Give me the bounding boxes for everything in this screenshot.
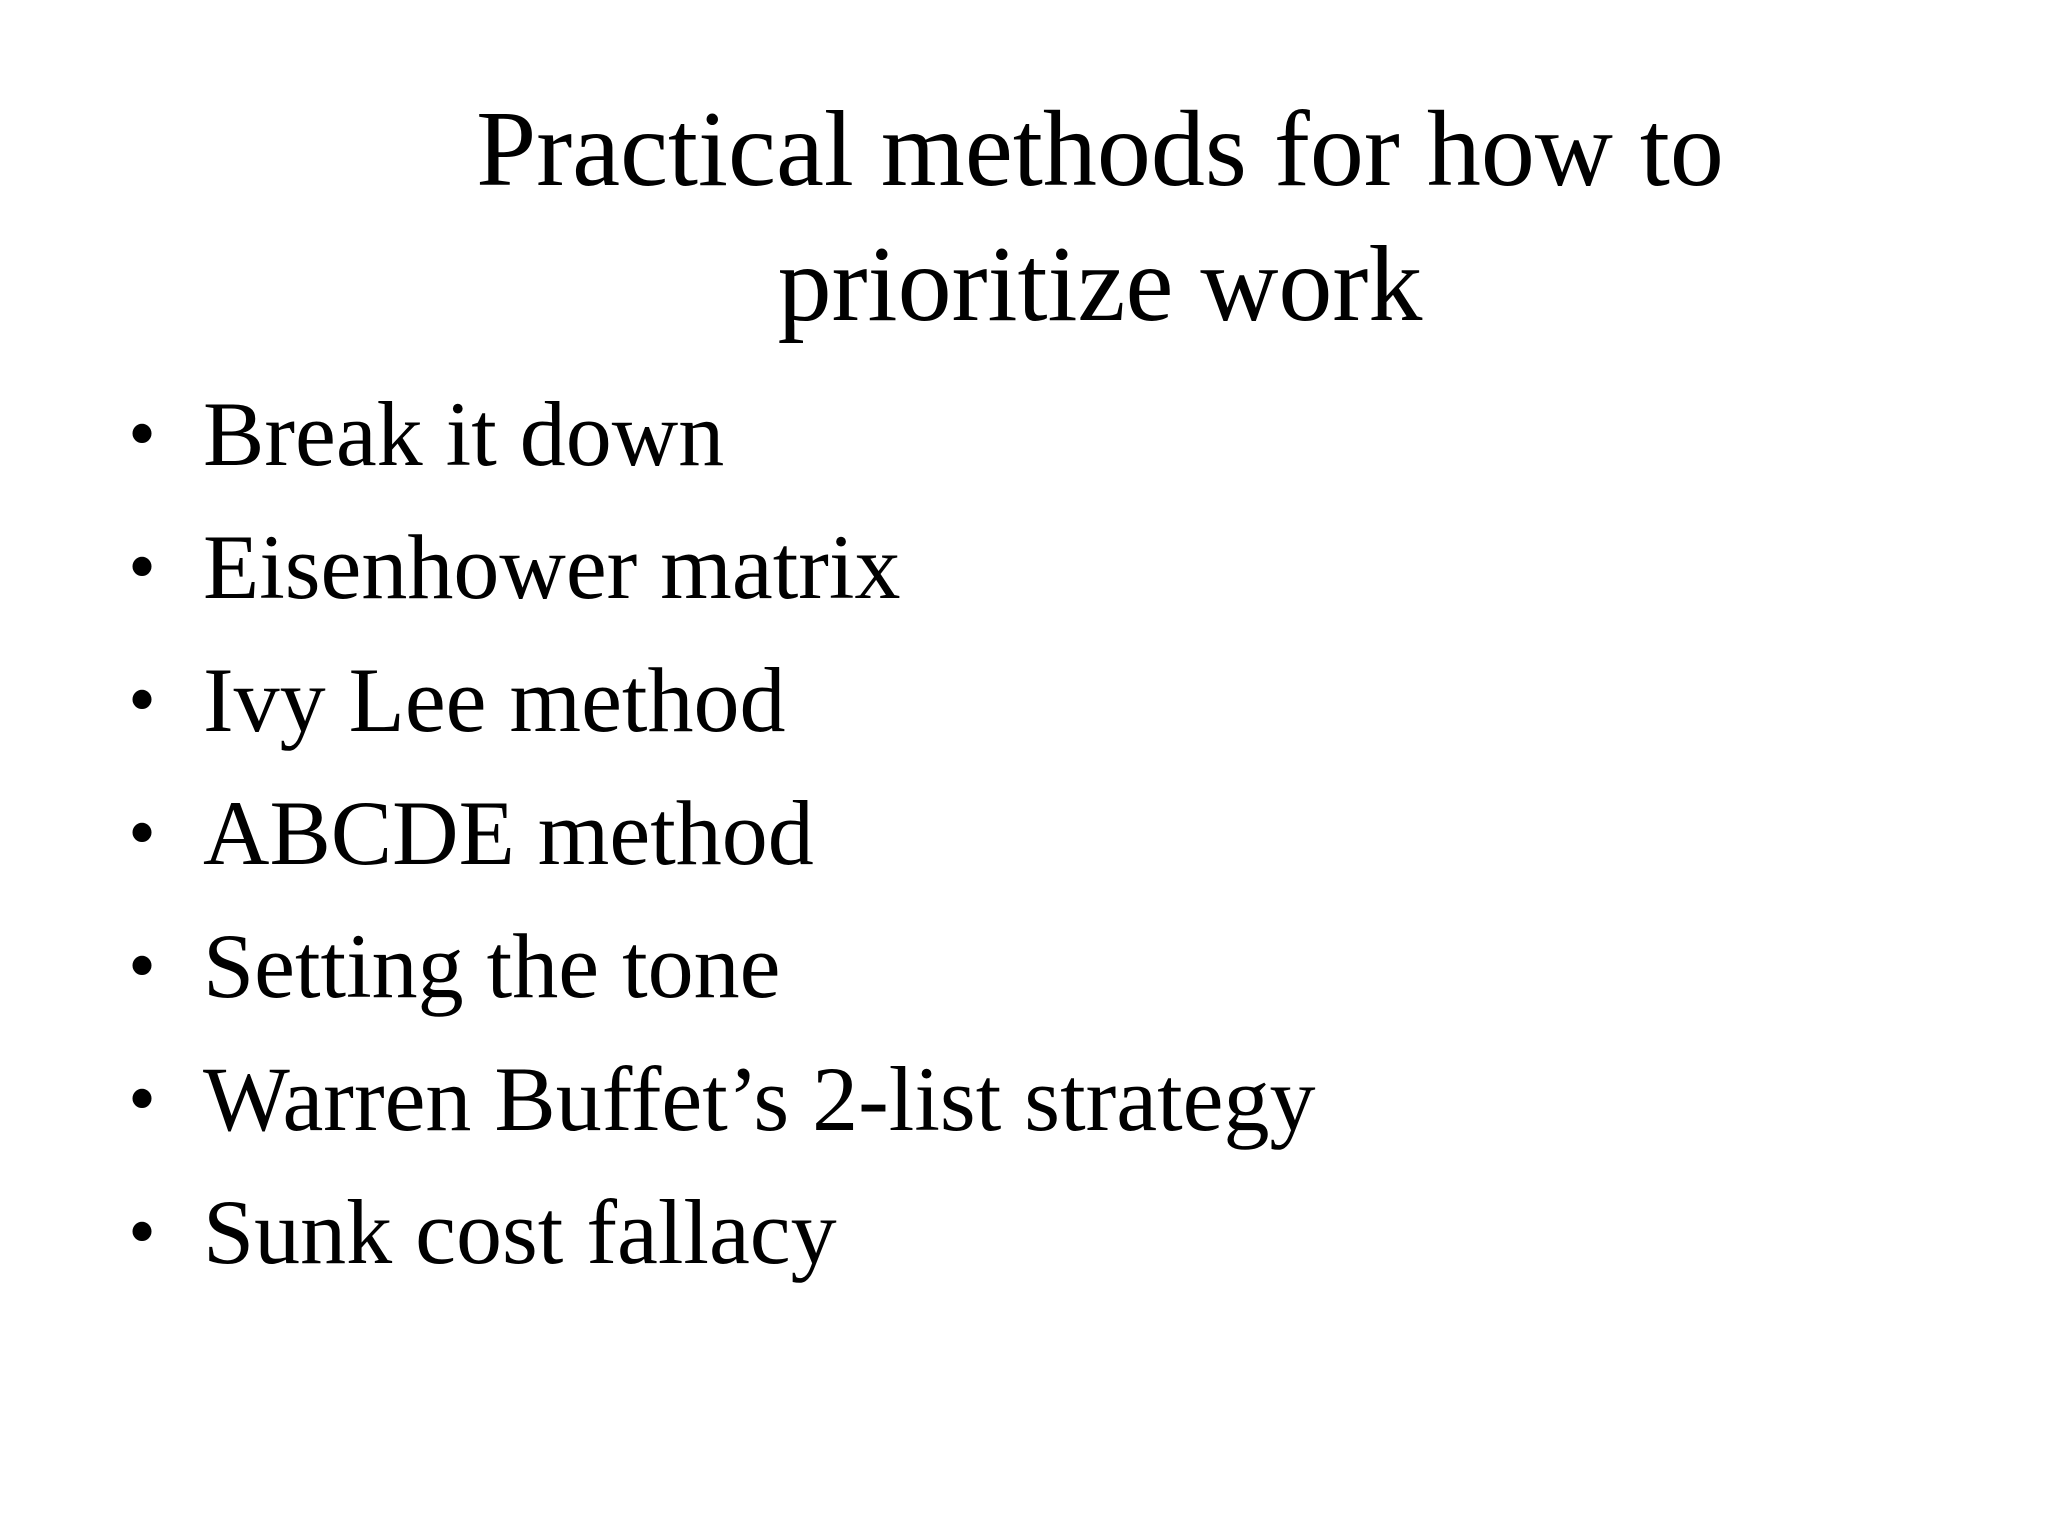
bullet-icon: •: [128, 922, 157, 1010]
list-item: [128, 900, 1928, 1033]
list-item-text: Sunk cost fallacy: [203, 1181, 837, 1283]
bullet-icon: •: [128, 656, 157, 744]
bullet-icon: •: [128, 523, 157, 611]
list-item: [128, 634, 1928, 767]
list-item-text: Break it down: [203, 383, 725, 485]
list-item-text: ABCDE method: [203, 782, 814, 884]
bullet-icon: •: [128, 390, 157, 478]
list-item: [128, 501, 1928, 634]
slide-title: Practical methods for how to prioritize work: [476, 90, 1724, 344]
bullet-icon: •: [128, 1188, 157, 1276]
list-item-text: Ivy Lee method: [203, 649, 786, 751]
list-item: [128, 368, 1928, 501]
list-item: [128, 767, 1928, 900]
list-item-text: Eisenhower matrix: [203, 516, 901, 618]
list-item-text: Setting the tone: [203, 915, 781, 1017]
bullet-list: [128, 368, 1928, 1299]
list-item: [128, 1166, 1928, 1299]
bullet-icon: •: [128, 1055, 157, 1143]
bullet-icon: •: [128, 789, 157, 877]
list-item-text: Warren Buffet’s 2-list strategy: [203, 1048, 1316, 1150]
list-item: [128, 1033, 1928, 1166]
